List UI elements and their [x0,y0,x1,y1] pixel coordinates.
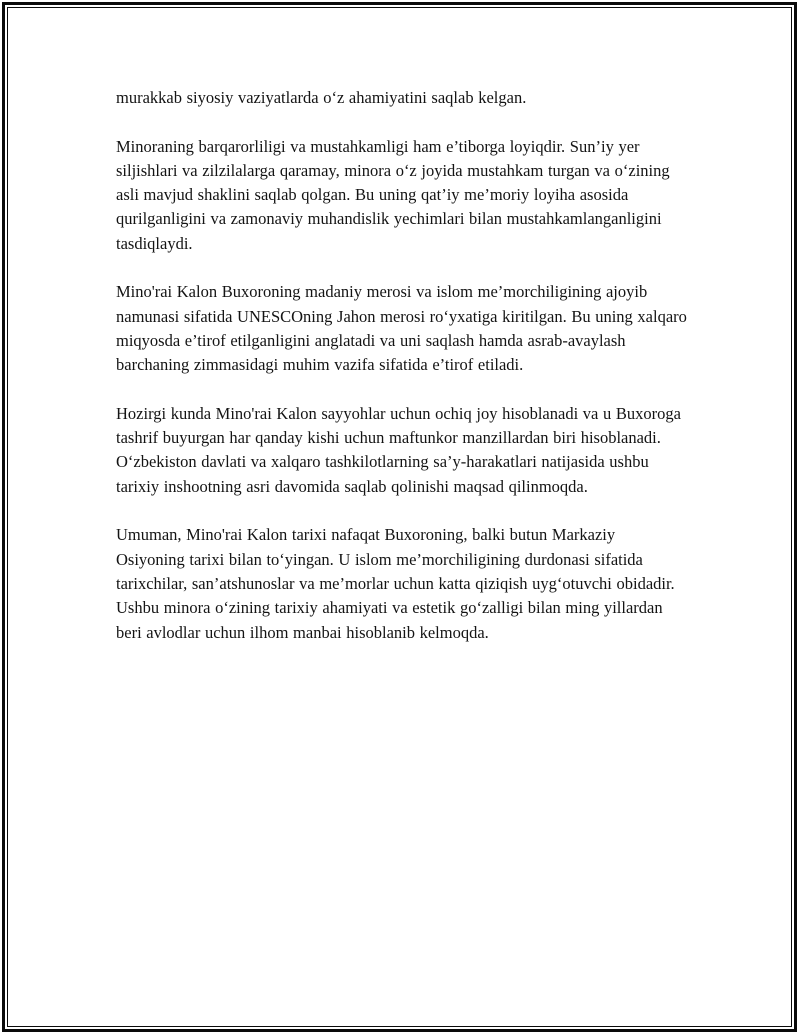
paragraph-4: Hozirgi kunda Mino'rai Kalon sayyohlar uchun ochiq joy hisoblanadi va u Buxoroga tashrif buyurgan har qanday kishi uchun maftunkor manzillardan biri hisoblanadi. Oʻzbekiston davlati va xalqaro tashkilotlarning sa’y-harakatlari natijasida ushbu tarixiy inshootning asri davomida saqlab qolinishi maqsad qilinmoqda. [116,403,681,496]
paragraph-2: Minoraning barqarorliligi va mustahkamligi ham e’tiborga loyiqdir. Sun’iy yer siljishlari va zilzilalarga qaramay, minora oʻz joyida mustahkam turgan va oʻzining asli mavjud shaklini saqlab qolgan. Bu uning qat’iy me’moriy loyiha asosida qurilganligini va zamonaviy muhandislik yechimlari bilan mustahkamlanganligini tasdiqlaydi. [116,136,670,253]
paragraph-3: Mino'rai Kalon Buxoroning madaniy merosi va islom me’morchiligining ajoyib namunasi sifatida UNESCOning Jahon merosi roʻyxatiga kiritilgan. Bu uning xalqaro miqyosda e’tirof etilganligini anglatadi va uni saqlash hamda asrab-avaylash barchaning zimmasidagi muhim vazifa sifatida e’tirof etiladi. [116,282,687,375]
page-border-inner [7,7,792,1027]
paragraph-5: Umuman, Mino'rai Kalon tarixi nafaqat Buxoroning, balki butun Markaziy Osiyoning tarixi bilan toʻyingan. U islom me’morchiligining durdonasi sifatida tarixchilar, san’atshunoslar va me’morlar uchun katta qiziqish uygʻotuvchi obidadir. Ushbu minora oʻzining tarixiy ahamiyati va estetik goʻzalligi bilan ming yillardan beri avlodlar uchun ilhom manbai hisoblanib kelmoqda. [116,525,675,642]
paragraph-1: murakkab siyosiy vaziyatlarda oʻz ahamiyatini saqlab kelgan. [116,88,527,107]
document-body [8,8,791,1026]
page-border-outer [2,2,797,1032]
